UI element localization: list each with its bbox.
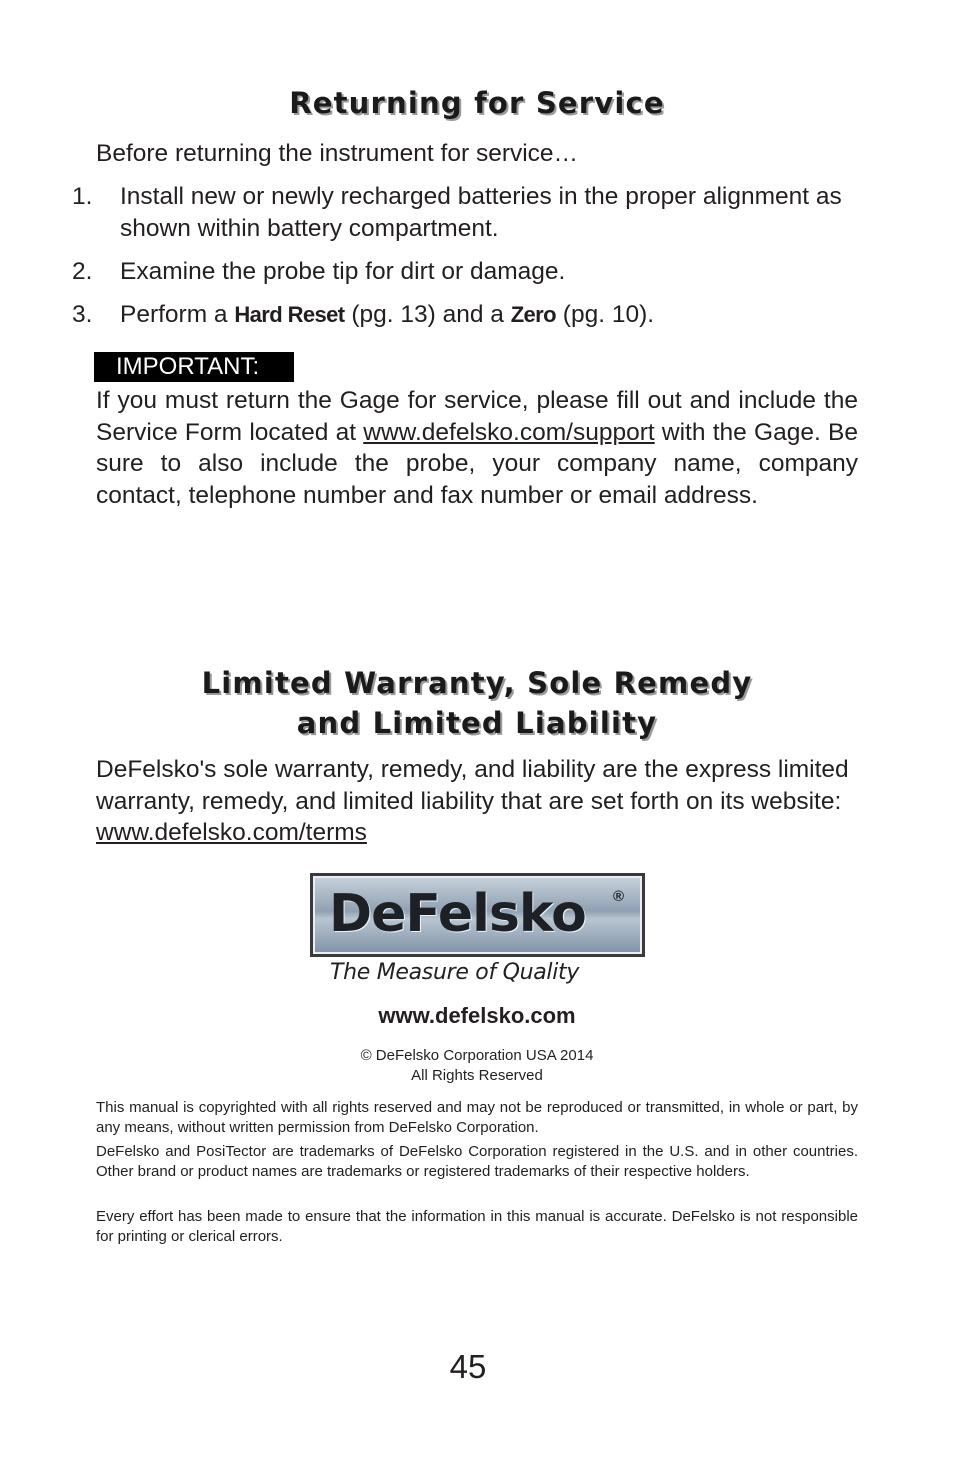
copyright-line1: © DeFelsko Corporation USA 2014 <box>360 1047 594 1064</box>
hard-reset-term: Hard Reset <box>234 302 345 327</box>
list-item <box>72 299 882 331</box>
logo-wordmark: DeFelsko <box>329 884 586 944</box>
list-item <box>72 256 882 288</box>
service-title: Returning for Service <box>289 86 665 120</box>
important-label: IMPORTANT: <box>94 352 294 382</box>
warranty-text-pre: DeFelsko's sole warranty, remedy, and liability are the express limited warranty, remedy, and limited liability that are set forth on its website: <box>96 756 849 815</box>
registered-mark: ® <box>613 888 625 905</box>
fine-print-2: DeFelsko and PosiTector are trademarks of DeFelsko Corporation registered in the U.S. and in other countries. Other brand or product names are trademarks or registered trademarks of their respective holders. <box>96 1143 858 1180</box>
list-item <box>72 181 882 244</box>
warranty-title-line1: Limited Warranty, Sole Remedy <box>201 666 753 700</box>
fine-print-3: Every effort has been made to ensure that the information in this manual is accurate. DeFelsko is not responsible for printing or clerical errors. <box>96 1208 858 1245</box>
important-text-post: with the Gage. Be sure to also include the probe, your company name, company contact, telephone number and fax number or email address. <box>96 418 858 509</box>
list-item-text: Examine the probe tip for dirt or damage. <box>120 258 566 285</box>
warranty-text <box>96 754 858 849</box>
fine-print-1: This manual is copyrighted with all rights reserved and may not be reproduced or transmitted, in whole or part, by any means, without written permission from DeFelsko Corporation. <box>96 1099 858 1136</box>
website-url[interactable]: www.defelsko.com <box>378 1003 576 1028</box>
list-item-number: 3. <box>72 301 93 328</box>
copyright <box>0 1046 954 1086</box>
terms-link[interactable]: www.defelsko.com/terms <box>96 819 367 846</box>
list-item-number: 1. <box>72 183 93 210</box>
warranty-title <box>0 663 954 743</box>
support-link[interactable]: www.defelsko.com/support <box>363 418 655 446</box>
list-item-number: 2. <box>72 258 93 285</box>
warranty-title-line2: and Limited Liability <box>296 706 658 740</box>
service-intro: Before returning the instrument for service… <box>96 140 579 167</box>
list-item-text: Install new or newly recharged batteries in the proper alignment as shown within battery compartment. <box>120 183 842 242</box>
list-item-text-post: (pg. 10). <box>555 301 655 328</box>
copyright-line2: All Rights Reserved <box>411 1067 543 1084</box>
important-text-pre: If you must return the Gage for service, please fill out and include the Service Form located at <box>96 387 858 446</box>
list-item-text-pre: Perform a <box>120 301 235 328</box>
logo-tagline: The Measure of Quality <box>330 960 580 985</box>
defelsko-logo <box>310 873 645 957</box>
zero-term: Zero <box>510 302 556 327</box>
list-item-text-mid: (pg. 13) and a <box>344 301 511 328</box>
important-text <box>96 385 858 511</box>
page-number: 45 <box>449 1348 487 1385</box>
